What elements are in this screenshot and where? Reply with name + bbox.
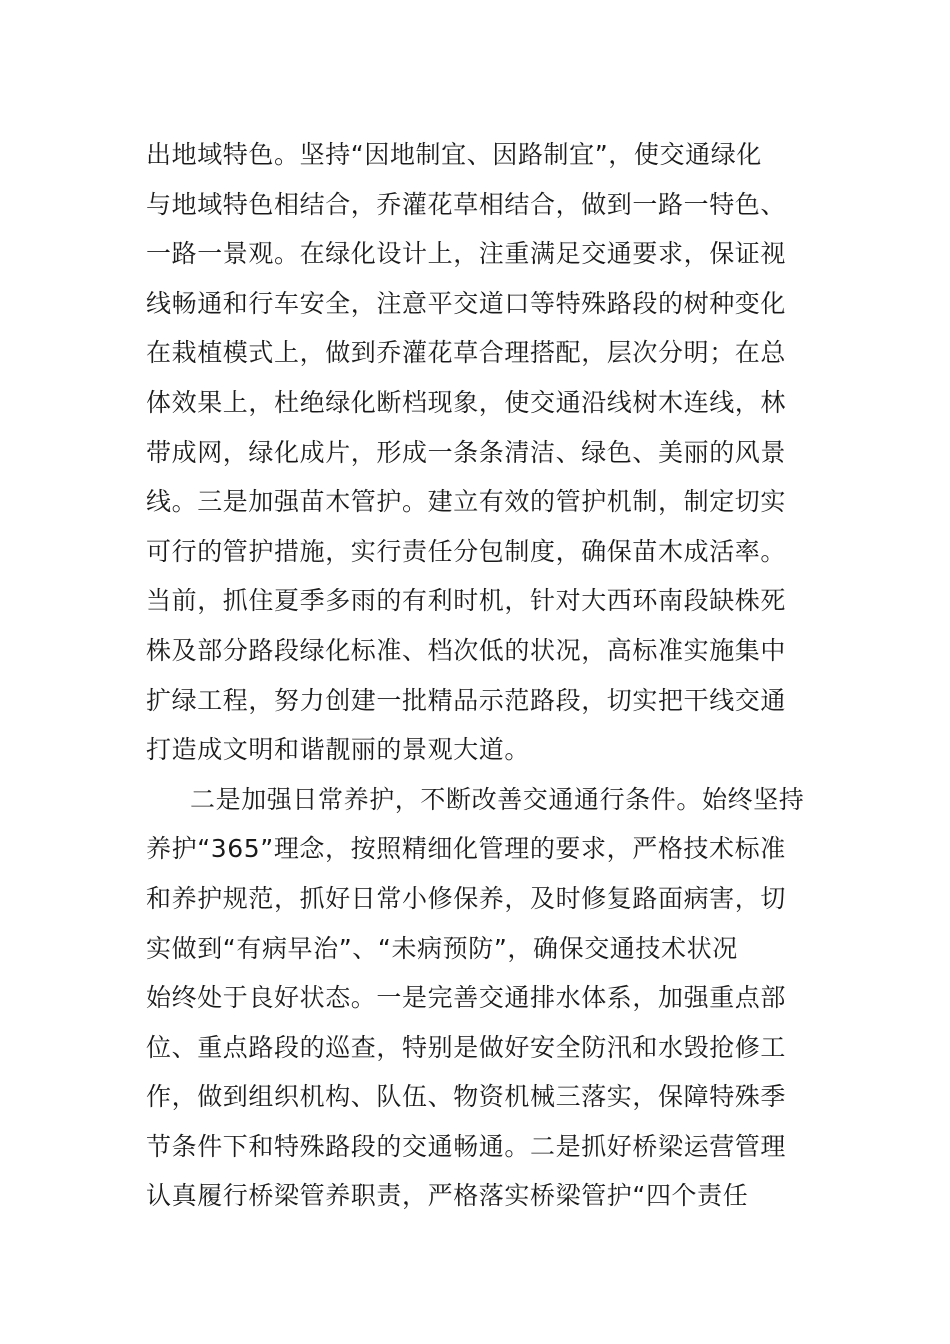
text-line: 线。三是加强苗木管护。建立有效的管护机制，制定切实 xyxy=(146,487,787,517)
text-line: 和养护规范，抓好日常小修保养，及时修复路面病害，切 xyxy=(146,883,787,913)
paragraph-start-line: 二是加强日常养护，不断改善交通通行条件。始终坚持 xyxy=(190,784,805,814)
text-line: 株及部分路段绿化标准、档次低的状况，高标准实施集中 xyxy=(146,635,787,665)
text-line: 作，做到组织机构、队伍、物资机械三落实，保障特殊季 xyxy=(146,1082,787,1112)
text-line: 线畅通和行车安全，注意平交道口等特殊路段的树种变化 xyxy=(146,288,787,318)
text-line: 可行的管护措施，实行责任分包制度，确保苗木成活率。 xyxy=(146,536,787,566)
text-line: 当前，抓住夏季多雨的有利时机，针对大西环南段缺株死 xyxy=(146,586,787,616)
text-line: 始终处于良好状态。一是完善交通排水体系，加强重点部 xyxy=(146,983,787,1013)
text-line: 节条件下和特殊路段的交通畅通。二是抓好桥梁运营管理 xyxy=(146,1131,787,1161)
text-line: 位、重点路段的巡查，特别是做好安全防汛和水毁抢修工 xyxy=(146,1032,787,1062)
text-line: 带成网，绿化成片，形成一条条清洁、绿色、美丽的风景 xyxy=(146,437,787,467)
text-line: 体效果上，杜绝绿化断档现象，使交通沿线树木连线，林 xyxy=(146,387,787,417)
text-line: 一路一景观。在绿化设计上，注重满足交通要求，保证视 xyxy=(146,239,787,269)
text-line: 实做到“有病早治”、“未病预防”，确保交通技术状况 xyxy=(146,933,738,963)
text-line: 在栽植模式上，做到乔灌花草合理搭配，层次分明；在总 xyxy=(146,338,787,368)
text-line: 与地域特色相结合，乔灌花草相结合，做到一路一特色、 xyxy=(146,189,787,219)
text-line: 出地域特色。坚持“因地制宜、因路制宜”，使交通绿化 xyxy=(146,140,762,169)
text-line: 扩绿工程，努力创建一批精品示范路段，切实把干线交通 xyxy=(146,685,787,715)
body-text xyxy=(146,130,816,1221)
text-line: 打造成文明和谐靓丽的景观大道。 xyxy=(146,735,531,765)
text-line: 养护“365”理念，按照精细化管理的要求，严格技术标准 xyxy=(146,834,786,864)
text-line: 认真履行桥梁管养职责，严格落实桥梁管护“四个责任 xyxy=(146,1181,749,1211)
